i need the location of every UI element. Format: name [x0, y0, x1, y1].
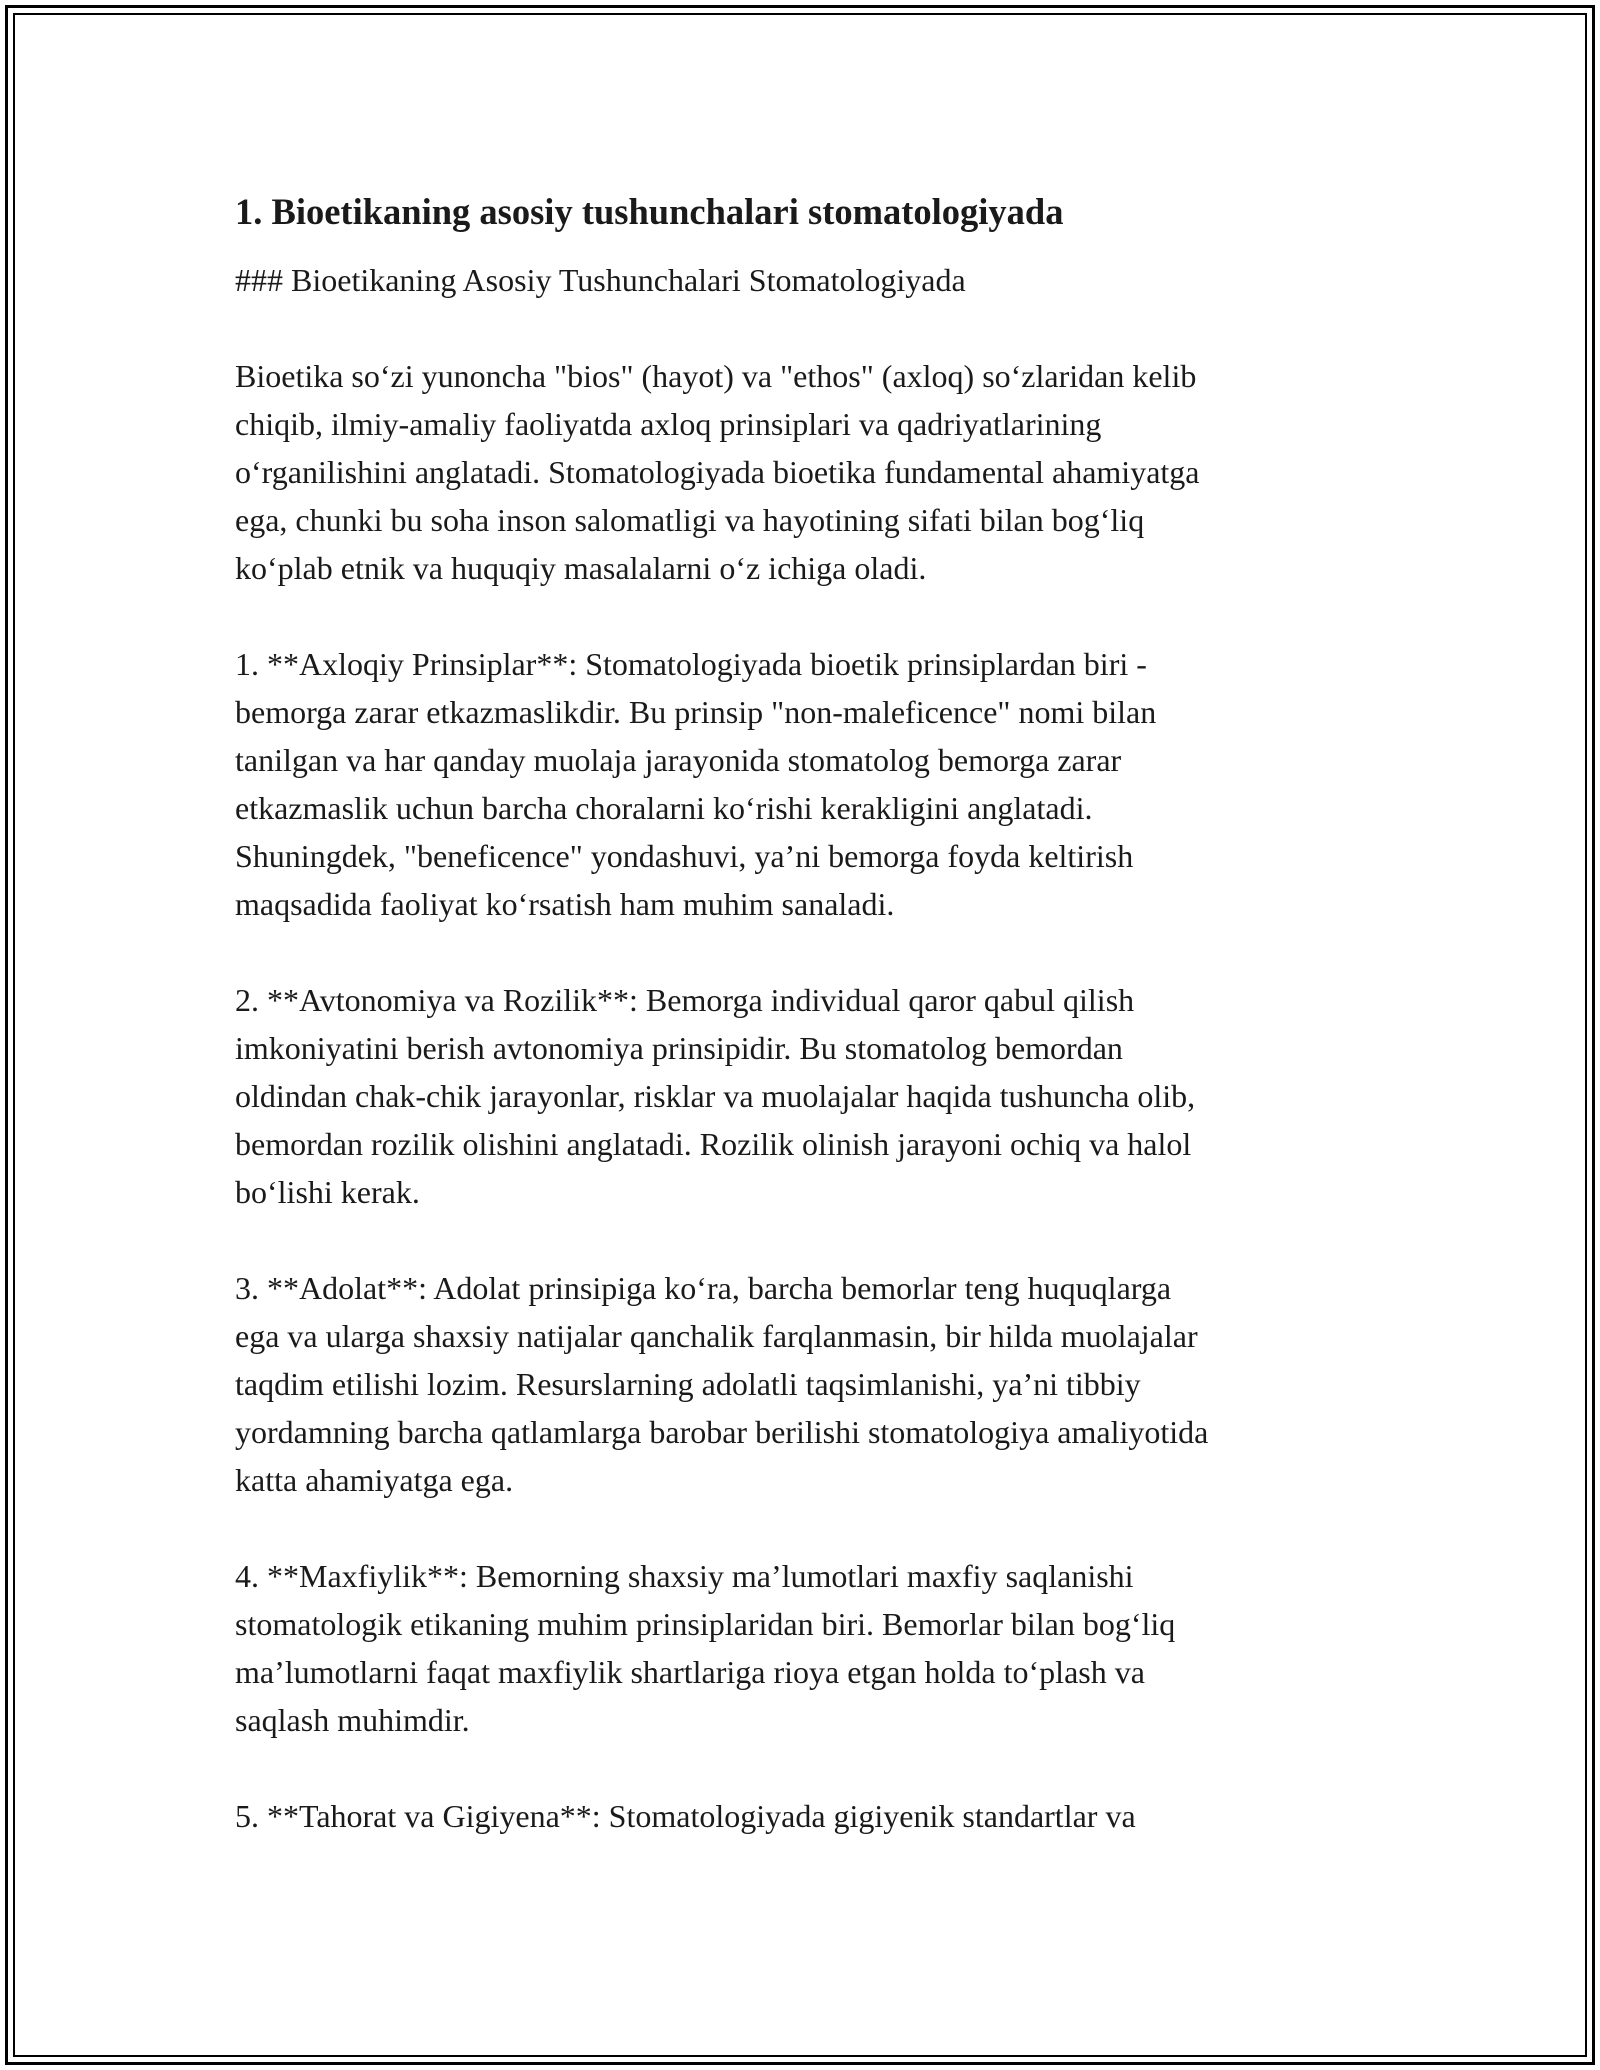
text-line: yordamning barcha qatlamlarga barobar berilishi stomatologiya amaliyotida [235, 1414, 1209, 1450]
text-line: 5. **Tahorat va Gigiyena**: Stomatologiyada gigiyenik standartlar va [235, 1798, 1136, 1834]
item-paragraph-2 [235, 976, 1375, 1216]
text-line: 1. **Axloqiy Prinsiplar**: Stomatologiyada bioetik prinsiplardan biri - [235, 646, 1147, 682]
text-line: Shuningdek, "beneficence" yondashuvi, ya’ni bemorga foyda keltirish [235, 838, 1134, 874]
text-line: 2. **Avtonomiya va Rozilik**: Bemorga individual qaror qabul qilish [235, 982, 1135, 1018]
document-body [235, 186, 1375, 1840]
text-line: oldindan chak-chik jarayonlar, risklar va muolajalar haqida tushuncha olib, [235, 1078, 1196, 1114]
text-line: 3. **Adolat**: Adolat prinsipiga ko‘ra, barcha bemorlar teng huquqlarga [235, 1270, 1172, 1306]
document-subheading: ### Bioetikaning Asosiy Tushunchalari Stomatologiyada [235, 262, 966, 298]
text-line: ega, chunki bu soha inson salomatligi va hayotining sifati bilan bog‘liq [235, 502, 1145, 538]
item-paragraph-1 [235, 640, 1375, 928]
text-line: stomatologik etikaning muhim prinsiplaridan biri. Bemorlar bilan bog‘liq [235, 1606, 1176, 1642]
text-line: ko‘plab etnik va huquqiy masalalarni o‘z ichiga oladi. [235, 550, 927, 586]
intro-paragraph [235, 352, 1375, 592]
text-line: imkoniyatini berish avtonomiya prinsipidir. Bu stomatolog bemordan [235, 1030, 1123, 1066]
text-line: o‘rganilishini anglatadi. Stomatologiyada bioetika fundamental ahamiyatga [235, 454, 1200, 490]
text-line: bemorga zarar etkazmaslikdir. Bu prinsip "non-maleficence" nomi bilan [235, 694, 1157, 730]
text-line: ma’lumotlarni faqat maxfiylik shartlariga rioya etgan holda to‘plash va [235, 1654, 1145, 1690]
text-line: Bioetika so‘zi yunoncha "bios" (hayot) va "ethos" (axloq) so‘zlaridan kelib [235, 358, 1197, 394]
text-line: bemordan rozilik olishini anglatadi. Rozilik olinish jarayoni ochiq va halol [235, 1126, 1192, 1162]
text-line: chiqib, ilmiy-amaliy faoliyatda axloq prinsiplari va qadriyatlarining [235, 406, 1102, 442]
text-line: etkazmaslik uchun barcha choralarni ko‘rishi kerakligini anglatadi. [235, 790, 1093, 826]
item-paragraph-4 [235, 1552, 1375, 1744]
text-line: katta ahamiyatga ega. [235, 1462, 514, 1498]
text-line: taqdim etilishi lozim. Resurslarning adolatli taqsimlanishi, ya’ni tibbiy [235, 1366, 1141, 1402]
text-line: bo‘lishi kerak. [235, 1174, 420, 1210]
item-paragraph-5 [235, 1792, 1375, 1840]
text-line: 4. **Maxfiylik**: Bemorning shaxsiy ma’lumotlari maxfiy saqlanishi [235, 1558, 1134, 1594]
text-line: ega va ularga shaxsiy natijalar qanchalik farqlanmasin, bir hilda muolajalar [235, 1318, 1198, 1354]
document-title: 1. Bioetikaning asosiy tushunchalari stomatologiyada [235, 191, 1064, 232]
item-paragraph-3 [235, 1264, 1375, 1504]
text-line: saqlash muhimdir. [235, 1702, 470, 1738]
text-line: tanilgan va har qanday muolaja jarayonida stomatolog bemorga zarar [235, 742, 1122, 778]
text-line: maqsadida faoliyat ko‘rsatish ham muhim sanaladi. [235, 886, 895, 922]
